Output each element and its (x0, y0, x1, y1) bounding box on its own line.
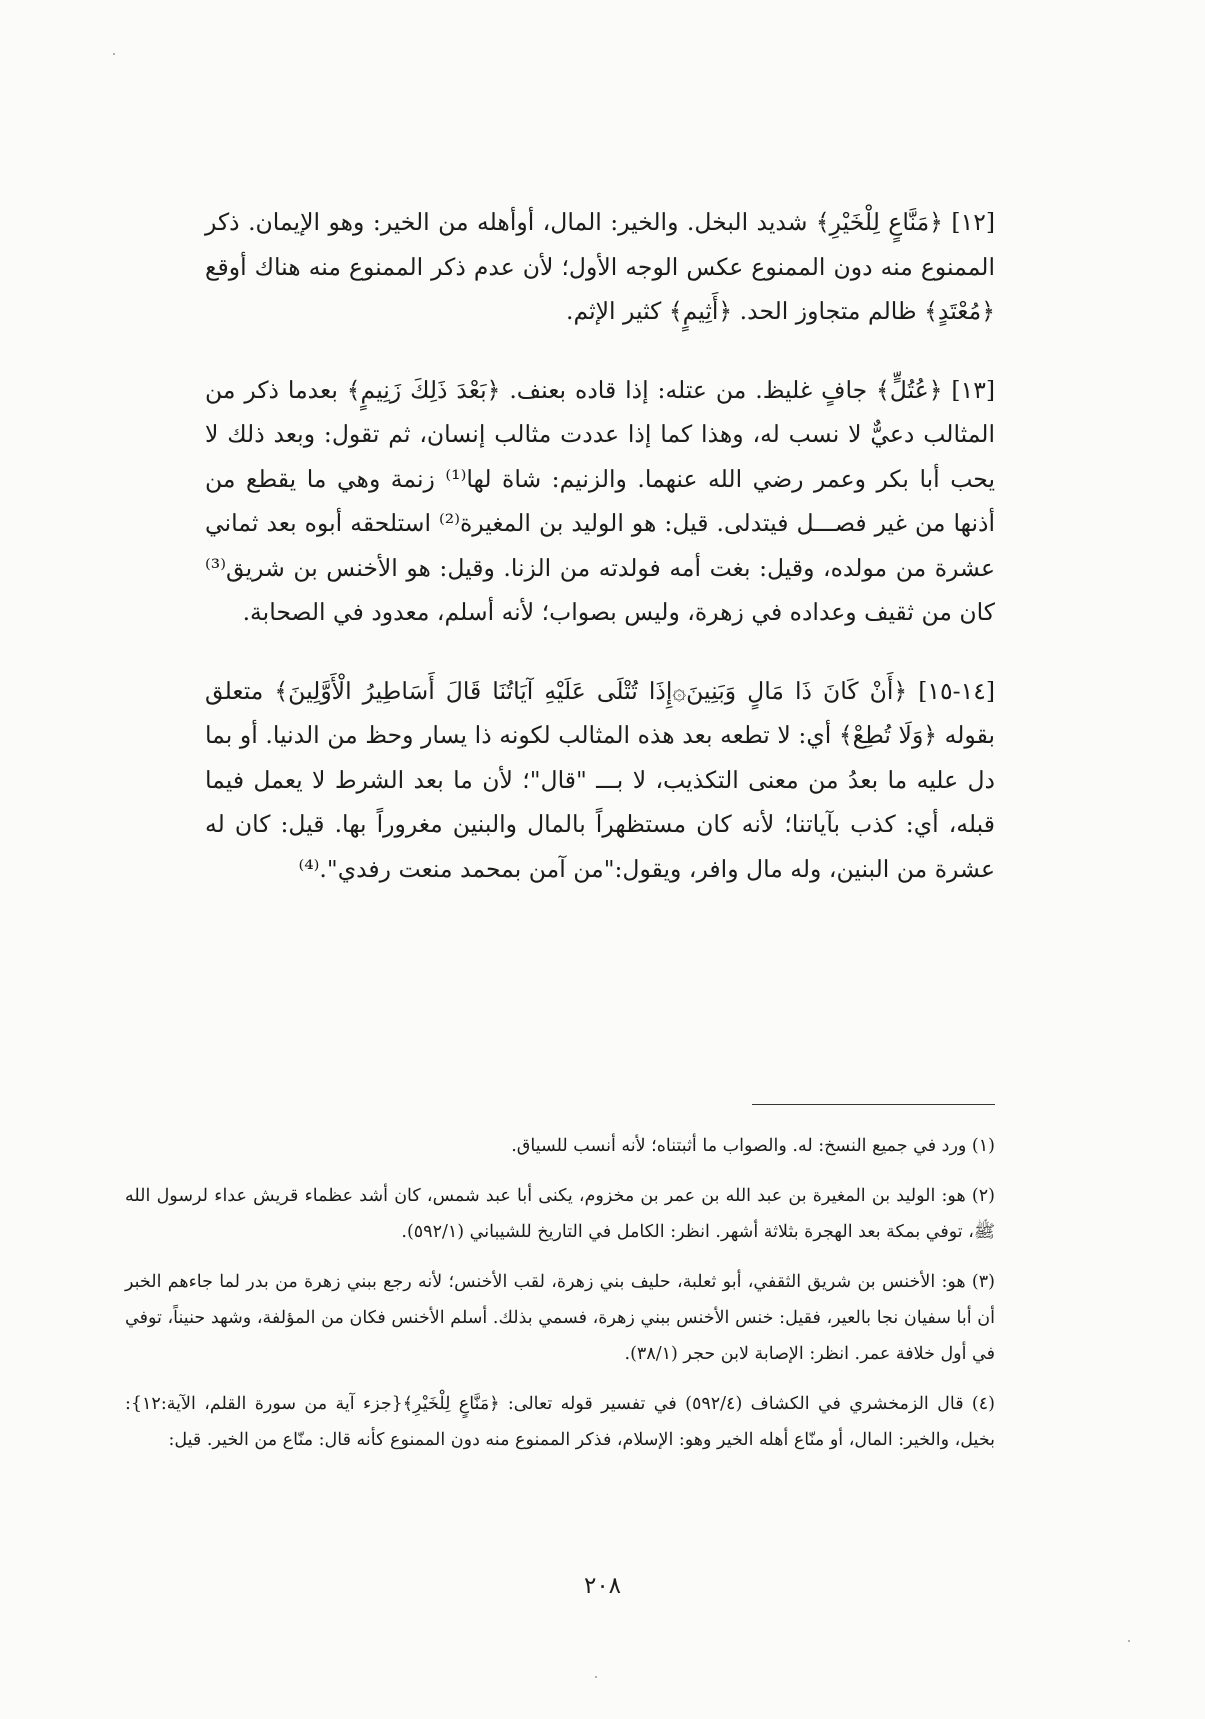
scan-speck (1128, 1640, 1130, 1642)
footnote-3: (٣) هو: الأخنس بن شريق الثقفي، أبو ثعلبة، حليف بني زهرة، لقب الأخنس؛ لأنه رجع ببني زهرة من بدر لما جاءهم الخبر أن أبا سفيان نجا بالعير، فقيل: خنس الأخنس ببني زهرة، فسمي بذلك. أسلم الأخنس فكان من المؤلفة، وشهد حنيناً، توفي في أول خلافة عمر. انظر: الإصابة لابن حجر (٣٨/١). (125, 1272, 995, 1364)
page-number: ٢٠٨ (583, 1573, 622, 1599)
paragraph-verse-12: [١٢] ﴿مَنَّاعٍ لِلْخَيْرِ﴾ شديد البخل. والخير: المال، أوأهله من الخير: وهو الإيمان. ذكر الممنوع منه دون الممنوع عكس الوجه الأول؛ لأن عدم ذكر الممنوع منه هناك أوقع ﴿مُعْتَدٍ﴾ ظالم متجاوز الحد. ﴿أَثِيمٍ﴾ كثير الإثم. (205, 208, 995, 325)
footnote-1: (١) ورد في جميع النسخ: له. والصواب ما أثبتناه؛ لأنه أنسب للسياق. (511, 1136, 995, 1156)
footnote-separator (752, 1104, 995, 1105)
footnote-2: (٢) هو: الوليد بن المغيرة بن عبد الله بن عمر بن مخزوم، يكنى أبا عبد شمس، كان أشد عظماء قريش عداء لرسول الله ﷺ، توفي بمكة بعد الهجرة بثلاثة أشهر. انظر: الكامل في التاريخ للشيباني (٥٩٢/١). (125, 1186, 995, 1242)
footnote-4: (٤) قال الزمخشري في الكشاف (٥٩٢/٤) في تفسير قوله تعالى: ﴿مَنَّاعٍ لِلْخَيْرِ﴾{جزء آية من سورة القلم، الآية:١٢}: بخيل، والخير: المال، أو منّاع أهله الخير وهو: الإسلام، فذكر الممنوع منه دون الممنوع كأنه قال: منّاع من الخير. قيل: (125, 1394, 995, 1450)
footnotes (125, 1128, 995, 1472)
paragraph-verse-14-15: [١٤-١٥] ﴿أَنْ كَانَ ذَا مَالٍ وَبَنِينَ۞إِذَا تُتْلَى عَلَيْهِ آيَاتُنَا قَالَ أَسَاطِيرُ الْأَوَّلِينَ﴾ متعلق بقوله ﴿وَلَا تُطِعْ﴾ أي: لا تطعه بعد هذه المثالب لكونه ذا يسار وحظ من الدنيا. أو بما دل عليه ما بعدُ من معنى التكذيب، لا بـــ "قال"؛ لأن ما بعد الشرط لا يعمل فيما قبله، أي: كذب بآياتنا؛ لأنه كان مستظهراً بالمال والبنين مغروراً بها. قيل: كان له عشرة من البنين، وله مال وافر، ويقول:"من آمن بمحمد منعت رفدي".⁽⁴⁾ (205, 676, 995, 883)
scan-speck (595, 1676, 597, 1678)
main-text (205, 200, 995, 925)
scan-speck (113, 53, 115, 55)
paragraph-verse-13: [١٣] ﴿عُتُلٍّ﴾ جافٍ غليظ. من عتله: إذا قاده بعنف. ﴿بَعْدَ ذَلِكَ زَنِيمٍ﴾ بعدما ذكر من المثالب دعيٌّ لا نسب له، وهذا كما إذا عددت مثالب إنسان، ثم تقول: وبعد ذلك لا يحب أبا بكر وعمر رضي الله عنهما. والزنيم: شاة لها⁽¹⁾ زنمة وهي ما يقطع من أذنها من غير فصـــل فيتدلى. قيل: هو الوليد بن المغيرة⁽²⁾ استلحقه أبوه بعد ثماني عشرة من مولده، وقيل: بغت أمه فولدته من الزنا. وقيل: هو الأخنس بن شريق⁽³⁾ كان من ثقيف وعداده في زهرة، وليس بصواب؛ لأنه أسلم، معدود في الصحابة. (205, 375, 995, 626)
